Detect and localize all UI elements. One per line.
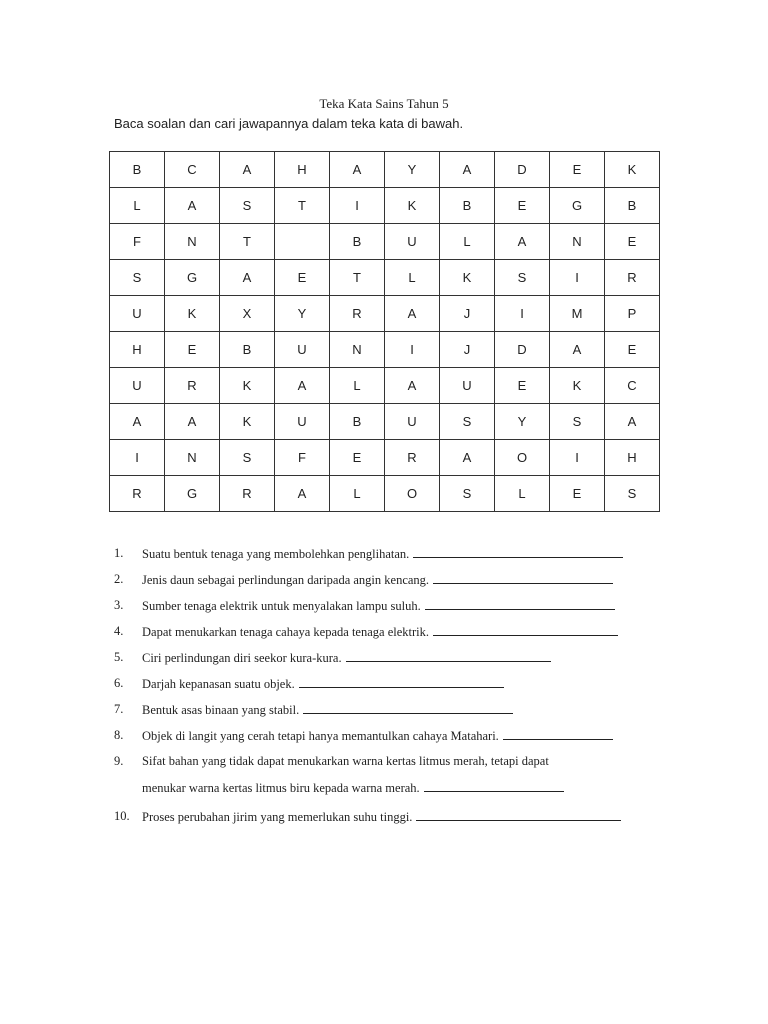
grid-cell[interactable]: R (165, 368, 220, 404)
question-number: 10. (114, 809, 130, 823)
grid-cell[interactable]: T (330, 260, 385, 296)
grid-cell[interactable]: S (550, 404, 605, 440)
grid-cell[interactable]: P (605, 296, 660, 332)
answer-blank[interactable] (346, 649, 551, 662)
grid-cell[interactable]: K (220, 368, 275, 404)
grid-cell[interactable]: H (605, 440, 660, 476)
grid-cell[interactable]: E (550, 152, 605, 188)
grid-cell[interactable]: A (220, 152, 275, 188)
question-text: Darjah kepanasan suatu objek. (142, 677, 295, 691)
grid-cell[interactable]: L (385, 260, 440, 296)
grid-cell[interactable]: J (440, 296, 495, 332)
grid-cell[interactable]: S (605, 476, 660, 512)
grid-cell[interactable]: O (495, 440, 550, 476)
question-item (114, 727, 674, 753)
grid-cell[interactable]: A (275, 368, 330, 404)
grid-cell[interactable]: A (495, 224, 550, 260)
grid-cell[interactable]: I (385, 332, 440, 368)
grid-row (110, 188, 660, 224)
question-number: 8. (114, 728, 124, 742)
worksheet-title: Teka Kata Sains Tahun 5 (319, 96, 449, 111)
grid-row (110, 404, 660, 440)
question-number: 5. (114, 650, 124, 664)
grid-cell[interactable]: E (275, 260, 330, 296)
grid-cell[interactable]: N (330, 332, 385, 368)
question-text: Ciri perlindungan diri seekor kura-kura. (142, 651, 342, 665)
grid-cell[interactable]: T (220, 224, 275, 260)
grid-cell[interactable]: S (495, 260, 550, 296)
grid-cell[interactable]: I (550, 440, 605, 476)
grid-cell[interactable]: C (605, 368, 660, 404)
grid-cell[interactable]: E (605, 332, 660, 368)
question-text: Jenis daun sebagai perlindungan daripada angin kencang. (142, 573, 430, 587)
grid-cell[interactable]: E (605, 224, 660, 260)
grid-cell[interactable]: U (275, 332, 330, 368)
grid-cell[interactable]: R (385, 440, 440, 476)
grid-cell[interactable]: A (165, 188, 220, 224)
grid-cell[interactable]: O (385, 476, 440, 512)
answer-blank[interactable] (503, 727, 613, 740)
grid-cell[interactable]: A (385, 296, 440, 332)
grid-cell[interactable]: G (550, 188, 605, 224)
grid-row (110, 332, 660, 368)
grid-cell[interactable]: I (550, 260, 605, 296)
grid-cell[interactable]: R (110, 476, 165, 512)
grid-cell[interactable]: G (165, 260, 220, 296)
grid-cell[interactable]: R (220, 476, 275, 512)
question-text: Suatu bentuk tenaga yang membolehkan penglihatan. (142, 547, 410, 561)
grid-cell[interactable]: U (385, 224, 440, 260)
question-item (114, 701, 674, 727)
grid-row (110, 260, 660, 296)
grid-cell[interactable]: B (330, 224, 385, 260)
grid-cell[interactable]: E (165, 332, 220, 368)
grid-cell[interactable]: S (440, 404, 495, 440)
grid-cell[interactable]: L (110, 188, 165, 224)
grid-cell[interactable]: L (330, 476, 385, 512)
grid-cell[interactable]: H (275, 152, 330, 188)
grid-cell[interactable]: K (220, 404, 275, 440)
answer-blank[interactable] (433, 623, 618, 636)
question-list (114, 545, 674, 834)
grid-cell[interactable]: S (110, 260, 165, 296)
grid-cell[interactable] (275, 224, 330, 260)
grid-cell[interactable]: I (330, 188, 385, 224)
question-text: Proses perubahan jirim yang memerlukan suhu tinggi. (142, 810, 413, 824)
grid-cell[interactable]: R (330, 296, 385, 332)
answer-blank[interactable] (303, 701, 513, 714)
instruction-text: Baca soalan dan cari jawapannya dalam teka kata di bawah. (114, 116, 464, 131)
grid-cell[interactable]: K (385, 188, 440, 224)
grid-cell[interactable]: A (220, 260, 275, 296)
grid-row (110, 476, 660, 512)
answer-blank[interactable] (299, 675, 504, 688)
grid-cell[interactable]: E (495, 188, 550, 224)
question-item (114, 623, 674, 649)
grid-cell[interactable]: N (165, 440, 220, 476)
grid-cell[interactable]: N (165, 224, 220, 260)
question-number: 7. (114, 702, 124, 716)
question-number: 3. (114, 598, 124, 612)
answer-blank[interactable] (433, 571, 613, 584)
grid-cell[interactable]: J (440, 332, 495, 368)
grid-cell[interactable]: S (220, 188, 275, 224)
grid-cell[interactable]: M (550, 296, 605, 332)
answer-blank[interactable] (424, 779, 564, 792)
grid-cell[interactable]: K (605, 152, 660, 188)
answer-blank[interactable] (416, 808, 621, 821)
grid-cell[interactable]: E (330, 440, 385, 476)
grid-cell[interactable]: B (330, 404, 385, 440)
grid-row (110, 152, 660, 188)
grid-cell[interactable]: H (110, 332, 165, 368)
grid-cell[interactable]: U (440, 368, 495, 404)
grid-cell[interactable]: Y (385, 152, 440, 188)
grid-cell[interactable]: K (165, 296, 220, 332)
question-item (114, 571, 674, 597)
grid-cell[interactable]: N (550, 224, 605, 260)
grid-cell[interactable]: A (440, 152, 495, 188)
grid-cell[interactable]: D (495, 332, 550, 368)
grid-cell[interactable]: C (165, 152, 220, 188)
grid-cell[interactable]: E (550, 476, 605, 512)
grid-cell[interactable]: B (110, 152, 165, 188)
answer-blank[interactable] (425, 597, 615, 610)
word-search-grid (109, 151, 660, 512)
grid-cell[interactable]: T (275, 188, 330, 224)
grid-cell[interactable]: F (110, 224, 165, 260)
grid-cell[interactable]: I (110, 440, 165, 476)
question-text-continued: menukar warna kertas litmus biru kepada warna merah. (142, 781, 420, 795)
grid-cell[interactable]: L (440, 224, 495, 260)
question-number: 9. (114, 754, 124, 768)
grid-cell[interactable]: S (440, 476, 495, 512)
grid-cell[interactable]: D (495, 152, 550, 188)
grid-cell[interactable]: U (110, 368, 165, 404)
grid-cell[interactable]: A (330, 152, 385, 188)
grid-cell[interactable]: S (220, 440, 275, 476)
grid-cell[interactable]: B (220, 332, 275, 368)
grid-row (110, 440, 660, 476)
grid-cell[interactable]: I (495, 296, 550, 332)
grid-cell[interactable]: A (550, 332, 605, 368)
question-item (114, 675, 674, 701)
question-item (114, 597, 674, 623)
grid-cell[interactable]: Y (275, 296, 330, 332)
grid-cell[interactable]: F (275, 440, 330, 476)
grid-cell[interactable]: G (165, 476, 220, 512)
grid-cell[interactable]: Y (495, 404, 550, 440)
grid-cell[interactable]: A (440, 440, 495, 476)
grid-cell[interactable]: L (330, 368, 385, 404)
question-text: Sumber tenaga elektrik untuk menyalakan lampu suluh. (142, 599, 421, 613)
question-item (114, 753, 674, 808)
grid-cell[interactable]: K (440, 260, 495, 296)
grid-row (110, 296, 660, 332)
grid-cell[interactable]: R (605, 260, 660, 296)
grid-cell[interactable]: L (495, 476, 550, 512)
question-text: Dapat menukarkan tenaga cahaya kepada tenaga elektrik. (142, 625, 429, 639)
grid-cell[interactable]: A (275, 476, 330, 512)
grid-cell[interactable]: X (220, 296, 275, 332)
grid-cell[interactable]: A (165, 404, 220, 440)
question-text: Bentuk asas binaan yang stabil. (142, 703, 300, 717)
question-number: 6. (114, 676, 124, 690)
grid-cell[interactable]: K (550, 368, 605, 404)
question-item (114, 649, 674, 675)
question-text: Sifat bahan yang tidak dapat menukarkan warna kertas litmus merah, tetapi dapat (142, 754, 549, 768)
answer-blank[interactable] (413, 545, 623, 558)
question-item (114, 808, 674, 834)
question-number: 1. (114, 546, 124, 560)
grid-cell[interactable]: U (385, 404, 440, 440)
grid-row (110, 224, 660, 260)
grid-cell[interactable]: B (605, 188, 660, 224)
question-number: 2. (114, 572, 124, 586)
grid-cell[interactable]: U (275, 404, 330, 440)
grid-cell[interactable]: E (495, 368, 550, 404)
grid-cell[interactable]: B (440, 188, 495, 224)
grid-cell[interactable]: A (605, 404, 660, 440)
grid-row (110, 368, 660, 404)
question-text: Objek di langit yang cerah tetapi hanya memantulkan cahaya Matahari. (142, 729, 499, 743)
grid-cell[interactable]: A (385, 368, 440, 404)
question-item (114, 545, 674, 571)
question-number: 4. (114, 624, 124, 638)
grid-cell[interactable]: U (110, 296, 165, 332)
grid-cell[interactable]: A (110, 404, 165, 440)
